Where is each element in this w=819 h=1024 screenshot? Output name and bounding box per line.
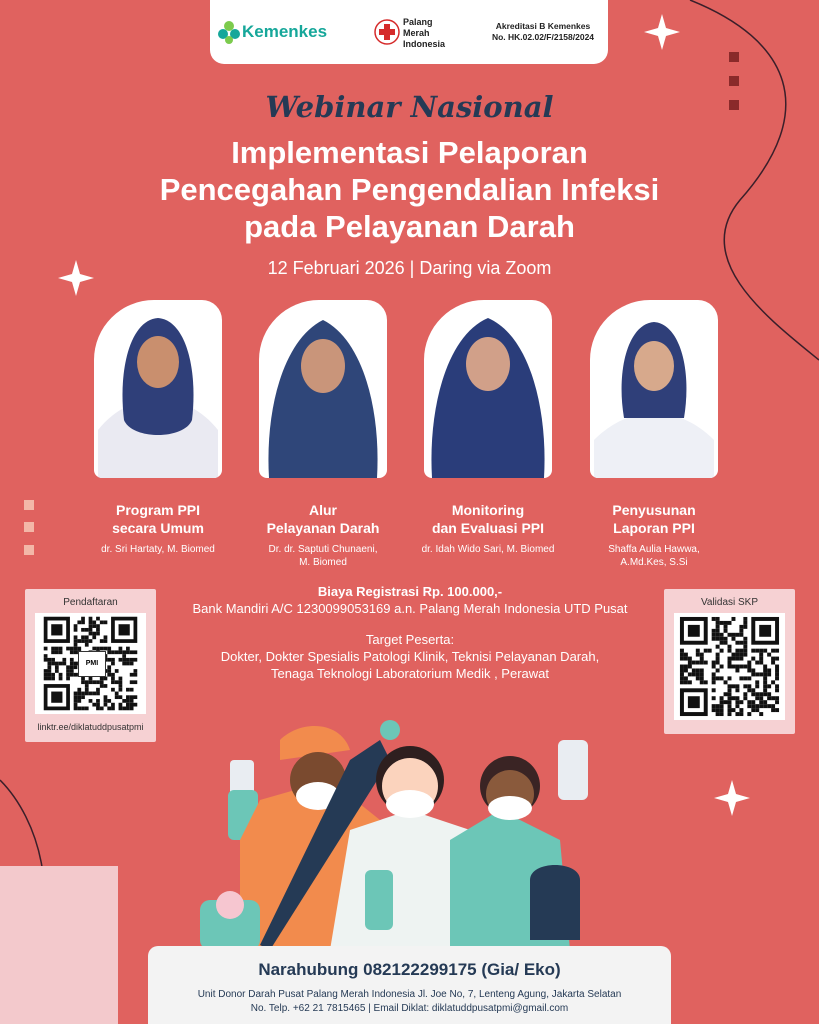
footer-contact-card <box>148 946 671 1024</box>
registration-link[interactable]: linktr.ee/diklatuddpusatpmi <box>37 722 144 732</box>
pmi-badge: PMI <box>78 651 106 677</box>
name-line: dr. Sri Hartaty, M. Biomed <box>101 544 215 555</box>
speaker-portrait-icon <box>424 300 552 478</box>
target-heading: Target Peserta: <box>365 632 455 647</box>
name-line: M. Biomed <box>299 557 347 568</box>
speaker-topic <box>574 501 734 537</box>
speaker-name <box>403 543 573 556</box>
address-block <box>148 988 671 1016</box>
title-line: Implementasi Pelaporan <box>231 135 588 170</box>
speaker-name <box>569 543 739 569</box>
speaker-photo <box>94 300 222 478</box>
pmi-line: Indonesia <box>403 39 446 49</box>
pmi-line: Palang <box>403 17 433 27</box>
pmi-label <box>403 17 445 50</box>
title-line: Pencegahan Pengendalian Infeksi <box>159 172 660 207</box>
target-line: Dokter, Dokter Spesialis Patologi Klinik, Teknisi Pelayanan Darah, <box>220 649 600 664</box>
topic-line: Laporan PPI <box>613 520 695 536</box>
registration-label: Pendaftaran <box>63 597 118 608</box>
registration-qr-code[interactable] <box>35 613 146 714</box>
name-line: Shaffa Aulia Hawwa, <box>608 544 700 555</box>
topic-line: Pelayanan Darah <box>266 520 380 536</box>
registration-fee: Biaya Registrasi Rp. 100.000,- <box>317 584 503 599</box>
topic-line: dan Evaluasi PPI <box>431 520 545 536</box>
speaker-topic <box>243 501 403 537</box>
validation-label: Validasi SKP <box>700 597 759 608</box>
validation-qr-code[interactable] <box>674 613 785 720</box>
topic-line: Monitoring <box>451 502 525 518</box>
name-line: Dr. dr. Saptuti Chunaeni, <box>268 544 378 555</box>
speaker-topic <box>408 501 568 537</box>
accreditation-line: Akreditasi B Kemenkes <box>495 21 591 31</box>
qr-code-icon <box>674 613 785 720</box>
topic-line: secara Umum <box>112 520 204 536</box>
phone-email-line[interactable]: No. Telp. +62 21 7815465 | Email Diklat: diklatuddpusatpmi@gmail.com <box>250 1003 569 1014</box>
topic-line: Program PPI <box>115 502 201 518</box>
kemenkes-label: Kemenkes <box>242 22 328 41</box>
contact-person[interactable]: Narahubung 08212229917​5 (Gia/ Eko) <box>258 960 561 979</box>
target-line: Tenaga Teknologi Laboratorium Medik , Perawat <box>271 666 549 681</box>
speaker-photo <box>424 300 552 478</box>
validation-box <box>664 589 795 734</box>
kemenkes-logo-icon <box>218 20 240 44</box>
accreditation-text <box>478 21 608 43</box>
event-date: 12 Februari 2026 | Daring via Zoom <box>267 258 552 278</box>
registration-info <box>150 583 670 682</box>
registration-box <box>25 589 156 742</box>
speaker-portrait-icon <box>94 300 222 478</box>
header-card <box>210 0 608 64</box>
speaker-photo <box>590 300 718 478</box>
address-line: Unit Donor Darah Pusat Palang Merah Indonesia Jl. Joe No, 7, Lenteng Agung, Jakarta Selatan <box>197 989 622 1000</box>
name-line: dr. Idah Wido Sari, M. Biomed <box>421 544 555 555</box>
speaker-portrait-icon <box>259 300 387 478</box>
red-cross-icon <box>374 19 400 45</box>
speaker-name <box>73 543 243 556</box>
speaker-portrait-icon <box>590 300 718 478</box>
pmi-line: Merah <box>403 28 430 38</box>
topic-line: Penyusunan <box>612 502 696 518</box>
event-title <box>0 134 819 245</box>
title-line: pada Pelayanan Darah <box>244 209 575 244</box>
health-workers-illustration <box>200 700 620 950</box>
speaker-name <box>238 543 408 569</box>
spacer <box>150 617 670 631</box>
event-eyebrow: Webinar Nasional <box>265 90 554 124</box>
accreditation-number: No. HK.02.02/F/2158/2024 <box>491 32 595 42</box>
speaker-photo <box>259 300 387 478</box>
bank-account: Bank Mandiri A/C 1230099053169 a.n. Palang Merah Indonesia UTD Pusat <box>192 601 628 616</box>
name-line: A.Md.Kes, S.Si <box>620 557 688 568</box>
speaker-topic <box>78 501 238 537</box>
topic-line: Alur <box>309 502 337 518</box>
